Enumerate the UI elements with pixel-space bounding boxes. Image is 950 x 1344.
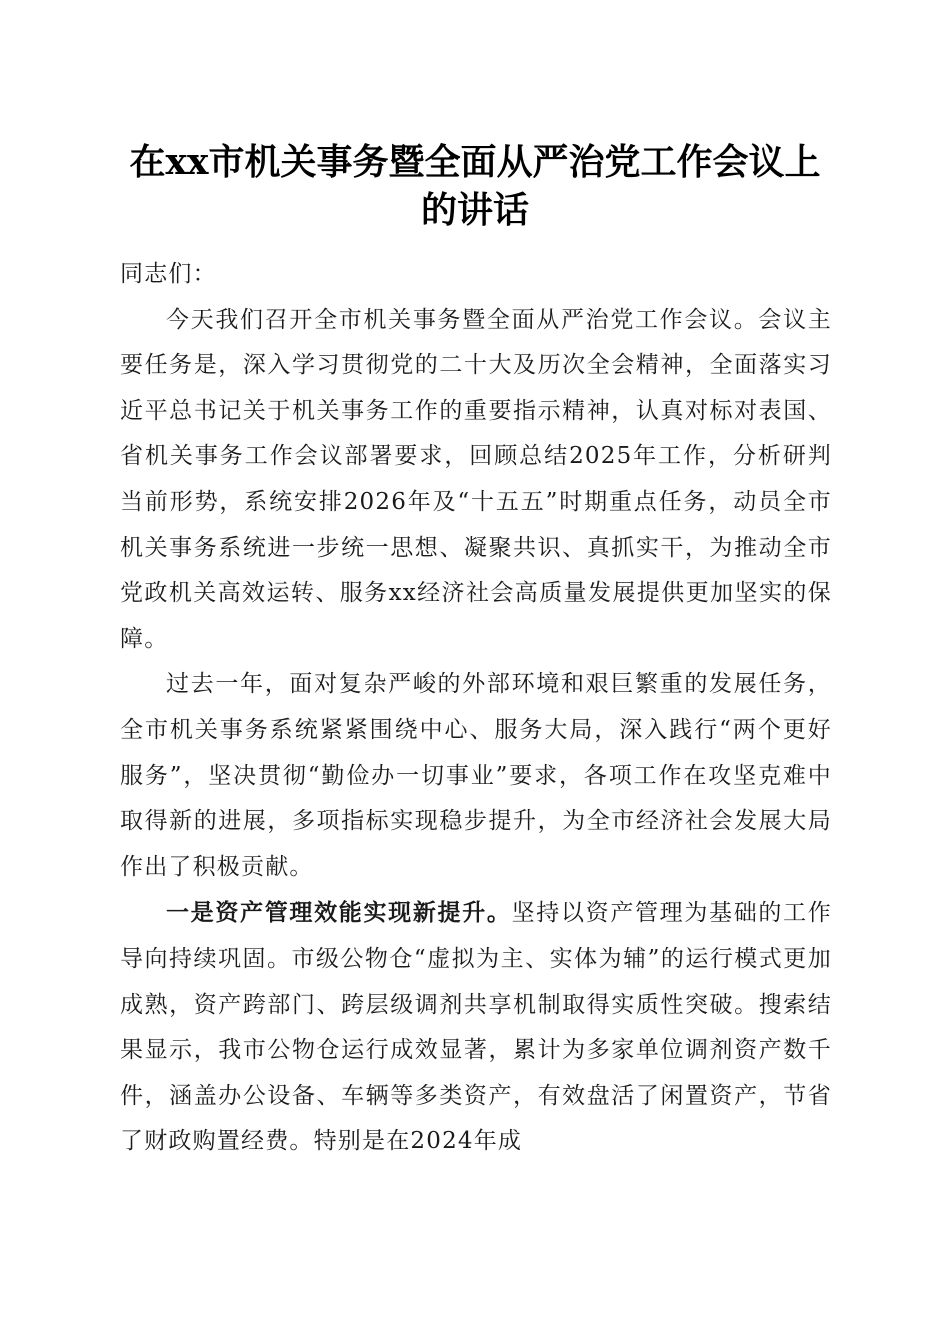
paragraph-opening: 今天我们召开全市机关事务暨全面从严治党工作会议。会议主要任务是，深入学习贯彻党的二十大及历次全会精神，全面落实习近平总书记关于机关事务工作的重要指示精神，认真对标对表国、省机关事务工作会议部署要求，回顾总结2025年工作，分析研判当前形势，系统安排2026年及“十五五”时期重点任务，动员全市机关事务系统进一步统一思想、凝聚共识、真抓实干，为推动全市党政机关高效运转、服务xx经济社会高质量发展提供更加坚实的保障。 (120, 306, 832, 652)
document-title (100, 138, 850, 234)
title-line-2: 的讲话 (420, 189, 529, 231)
paragraph-review: 过去一年，面对复杂严峻的外部环境和艰巨繁重的发展任务， 全市机关事务系统紧紧围绕中心、服务大局，深入践行“两个更好服务”，坚决贯彻“勤俭办一切事业”要求，各项工作在攻坚克难中取得新的进展，多项指标实现稳步提升，为全市经济社会发展大局作出了积极贡献。 (120, 671, 832, 880)
paragraph-asset-text: 坚持以资产管理为基础的工作导向持续巩固。市级公物仓“虚拟为主、实体为辅”的运行模式更加成熟，资产跨部门、跨层级调剂共享机制取得实质性突破。搜索结果显示，我市公物仓运行成效显著，累计为多家单位调剂资产数千件，涵盖办公设备、车辆等多类资产，有效盘活了闲置资产，节省了财政购置经费。特别是在2024年成 (120, 900, 832, 1155)
paragraph-asset-management (120, 890, 832, 1165)
title-line-1: 在xx市机关事务暨全面从严治党工作会议上 (129, 141, 821, 183)
document-body (120, 252, 832, 1165)
paragraph-lead-heading: 一是资产管理效能实现新提升。 (166, 899, 512, 927)
salutation: 同志们： (120, 261, 217, 287)
